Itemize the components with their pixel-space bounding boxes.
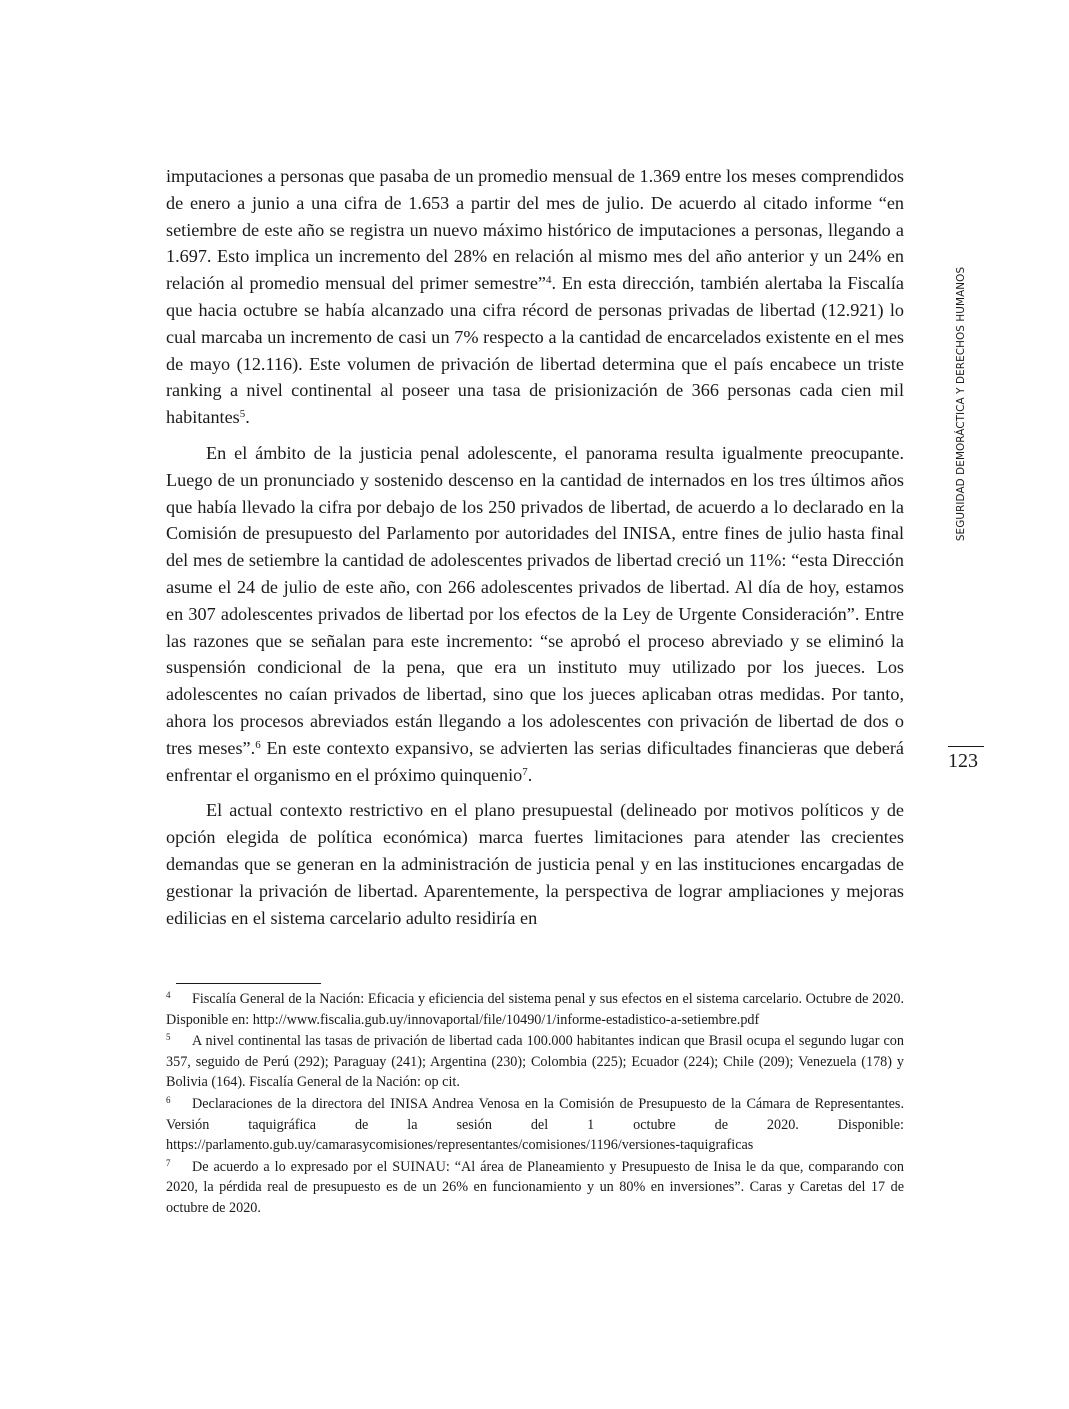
page-number-rule [948,746,984,747]
page-number: 123 [948,750,978,772]
paragraph-text: En el ámbito de la justicia penal adolescente, el panorama resulta igualmente preocupante. Luego de un pronunciado y sostenido descenso en la cantidad de internados en los tres últimos años que había llevado la cifra por debajo de los 250 privados de libertad, de acuerdo a lo declarado en la Comisión de presupuesto del Parlamento por autoridades del INISA, entre fines de julio hasta final del mes de setiembre la cantidad de adolescentes privados de libertad creció un 11%: “esta Dirección asume el 24 de julio de este año, con 266 adolescentes privados de libertad. Al día de hoy, estamos en 307 adolescentes privados de libertad por los efectos de la Ley de Urgente Consideración”. Entre las razones que se señalan para este incremento: “se aprobó el proceso abreviado y se eliminó la suspensión condicional de la pena, que era un instituto muy utilizado por los jueces. Los adolescentes no caían privados de libertad, sino que los jueces aplicaban otras medidas. Por tanto, ahora los procesos abreviados están llegando a los adolescentes con privación de libertad de dos o tres meses”. [166,442,904,758]
footnotes [166,989,904,1220]
footnote: 5 A nivel continental las tasas de privación de libertad cada 100.000 habitantes indican que Brasil ocupa el segundo lugar con 357, seguido de Perú (292); Paraguay (241); Argentina (230); Colombia (225); Ecuador (224); Chile (209); Venezuela (178) y Bolivia (164). Fiscalía General de la Nación: op cit. [166,1032,904,1091]
footnote-text: Declaraciones de la directora del INISA Andrea Venosa en la Comisión de Presupuesto de la Cámara de Representantes. Versión taquigráfica de la sesión del 1 octubre de 2020. Disponible: https://parlamento.gub.uy/camarasycomisiones/representantes/comisiones/1196/versiones-taquigraficas [166,1095,904,1154]
footnote-ref-7[interactable]: 7 [522,765,528,778]
paragraph-text: En este contexto expansivo, se advierten las serias dificultades financieras que deberá enfrentar el organismo en el próximo quinquenio [166,737,905,785]
footnote-ref-4[interactable]: 4 [545,274,552,287]
footnote-text: Fiscalía General de la Nación: Eficacia y eficiencia del sistema penal y sus efectos en el sistema carcelario. Octubre de 2020. Disponible en: http://www.fiscalia.gub.uy/innovaportal/file/10490/1/informe-estadistico-a-setiembre.pdf [166,991,904,1028]
running-header-text: SEGURIDAD DEMORÁCTICA Y DERECHOS HUMANOS [955,266,967,542]
paragraph-2 [166,440,904,788]
paragraph-text: . [245,407,250,428]
footnote: 4 Fiscalía General de la Nación: Eficacia y eficiencia del sistema penal y sus efectos en el sistema carcelario. Octubre de 2020. Disponible en: http://www.fiscalia.gub.uy/innovaportal/file/10490/1/informe-estadistico-a-setiembre.pdf [166,990,904,1028]
main-text [166,163,904,940]
footnote-ref-6[interactable]: 6 [255,738,261,751]
footnote-text: De acuerdo a lo expresado por el SUINAU: “Al área de Planeamiento y Presupuesto de Inisa le da que, comparando con 2020, la pérdida real de presupuesto es de un 26% en funcionamiento y un 80% en inversiones”. Caras y Caretas del 17 de octubre de 2020. [166,1158,904,1216]
paragraph-text: imputaciones a personas que pasaba de un promedio mensual de 1.369 entre los meses comprendidos de enero a junio a una cifra de 1.653 a partir del mes de julio. De acuerdo al citado informe “en setiembre de este año se registra un nuevo máximo histórico de imputaciones a personas, llegando a 1.697. Esto implica un incremento del 28% en relación al mismo mes del año anterior y un 24% en relación al promedio mensual del primer semestre” [166,166,904,294]
footnote-ref-5[interactable]: 5 [239,408,246,421]
footnote: 6 Declaraciones de la directora del INISA Andrea Venosa en la Comisión de Presupuesto de la Cámara de Representantes. Versión taquigráfica de la sesión del 1 octubre de 2020. Disponible: https://parlamento.gub.uy/camarasycomisiones/representantes/comisiones/1196/versiones-taquigraficas [166,1094,904,1154]
paragraph-text: . [527,764,533,785]
paragraph-1 [166,163,904,431]
paragraph-3 [166,797,904,931]
running-header [951,244,971,564]
footnote: 7 De acuerdo a lo expresado por el SUINAU: “Al área de Planeamiento y Presupuesto de Inisa le da que, comparando con 2020, la pérdida real de presupuesto es de un 26% en funcionamiento y un 80% en inversiones”. Caras y Caretas del 17 de octubre de 2020. [166,1157,904,1216]
paragraph-text: El actual contexto restrictivo en el plano presupuestal (delineado por motivos políticos y de opción elegida de política económica) marca fuertes limitaciones para atender las crecientes demandas que se generan en la administración de justicia penal y en las instituciones encargadas de gestionar la privación de libertad. Aparentemente, la perspectiva de lograr ampliaciones y mejoras edilicias en el sistema carcelario adulto residiría en [166,800,904,928]
footnote-text: A nivel continental las tasas de privación de libertad cada 100.000 habitantes indican que Brasil ocupa el segundo lugar con 357, seguido de Perú (292); Paraguay (241); Argentina (230); Colombia (225); Ecuador (224); Chile (209); Venezuela (178) y Bolivia (164). Fiscalía General de la Nación: op cit. [166,1033,904,1091]
footnote-separator [176,983,321,984]
paragraph-text: . En esta dirección, también alertaba la Fiscalía que hacia octubre se había alcanzado una cifra récord de personas privadas de libertad (12.921) lo cual marcaba un incremento de casi un 7% respecto a la cantidad de encarcelados existente en el mes de mayo (12.116). Este volumen de privación de libertad determina que el país encabece un triste ranking a nivel continental al poseer una tasa de prisionización de 366 personas cada cien mil habitantes [166,273,904,428]
